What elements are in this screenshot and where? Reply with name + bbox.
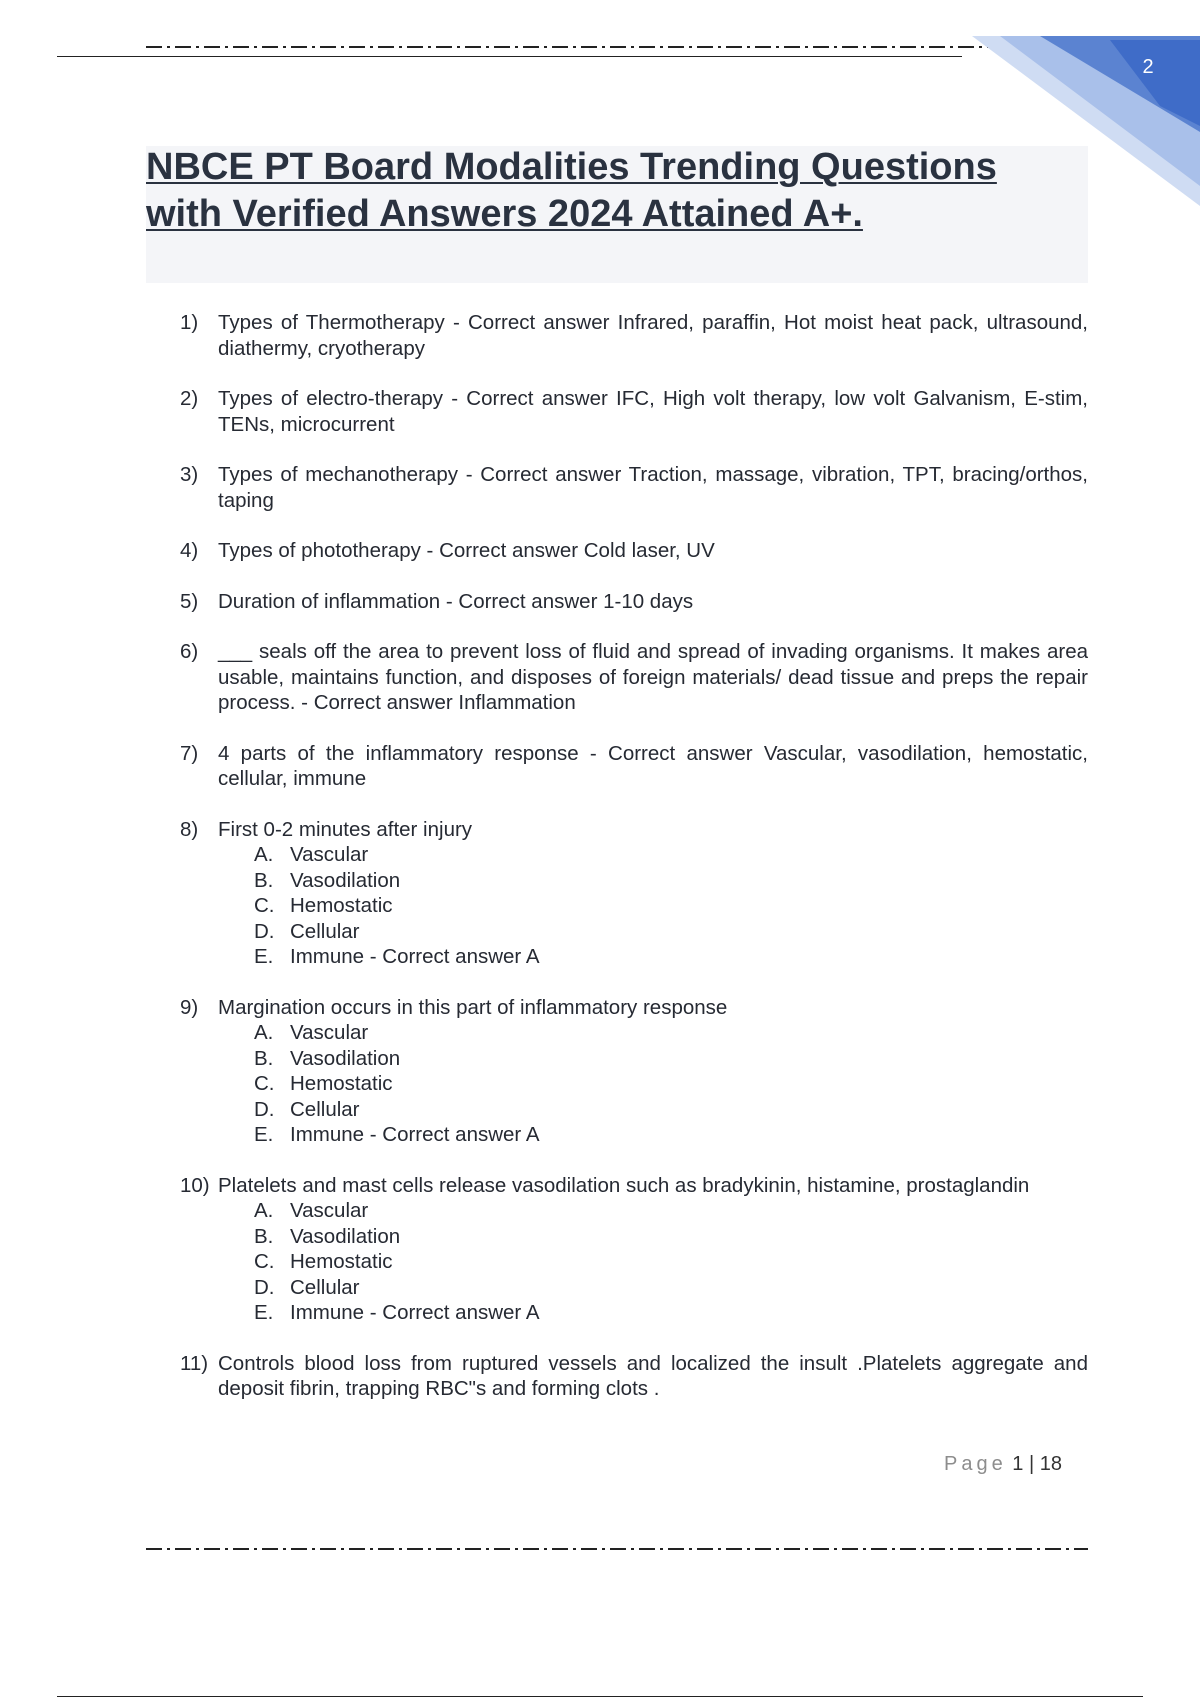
answer-options — [218, 1020, 1088, 1148]
option-text: Immune - Correct answer A — [290, 1123, 540, 1146]
page-footer — [944, 1453, 1062, 1476]
answer-option — [254, 1224, 1088, 1250]
total-pages: 18 — [1039, 1453, 1062, 1475]
option-letter: D. — [254, 1275, 275, 1299]
question-text: Types of electro-therapy - Correct answer IFC, High volt therapy, low volt Galvanism, E-stim, TENs, microcurrent — [218, 387, 1088, 436]
page-label: Page — [944, 1453, 1007, 1475]
option-text: Immune - Correct answer A — [290, 1301, 540, 1324]
question-item — [180, 817, 1088, 970]
question-item — [180, 386, 1088, 437]
document-title — [146, 144, 1088, 238]
option-text: Cellular — [290, 1275, 360, 1299]
question-text: Types of mechanotherapy - Correct answer Traction, massage, vibration, TPT, bracing/orthos, taping — [218, 463, 1088, 512]
question-number: 10) — [180, 1173, 210, 1197]
question-item — [180, 310, 1088, 361]
answer-option — [254, 1122, 1088, 1148]
question-item — [180, 741, 1088, 792]
option-text: Hemostatic — [290, 1072, 393, 1095]
question-text: Platelets and mast cells release vasodilation such as bradykinin, histamine, prostaglandin — [218, 1173, 1030, 1197]
option-letter: C. — [254, 894, 275, 917]
page-separator: | — [1028, 1453, 1035, 1475]
answer-option — [254, 893, 1088, 919]
question-number: 2) — [180, 387, 199, 410]
question-text: 4 parts of the inflammatory response - Correct answer Vascular, vasodilation, hemostatic, cellular, immune — [218, 741, 1088, 790]
question-item — [180, 1351, 1088, 1402]
current-page: 1 — [1012, 1453, 1024, 1475]
option-letter: E. — [254, 1123, 274, 1146]
header-rule — [57, 56, 962, 57]
question-item — [180, 995, 1088, 1148]
answer-options — [218, 842, 1088, 970]
answer-option — [254, 1275, 1088, 1301]
question-text: Types of Thermotherapy - Correct answer Infrared, paraffin, Hot moist heat pack, ultrasound, diathermy, cryotherapy — [218, 311, 1088, 360]
title-line-1: NBCE PT Board Modalities Trending Questions — [146, 146, 997, 188]
option-text: Vascular — [290, 843, 369, 866]
question-item — [180, 589, 1088, 615]
question-text: First 0-2 minutes after injury — [218, 817, 473, 841]
answer-option — [254, 919, 1088, 945]
question-text: ___ seals off the area to prevent loss of fluid and spread of invading organisms. It makes area usable, maintains function, and disposes of foreign materials/ dead tissue and preps the repair process. - Correct answer Inflammation — [218, 640, 1088, 714]
option-text: Vasodilation — [290, 1046, 401, 1070]
answer-option — [254, 868, 1088, 894]
option-text: Cellular — [290, 1097, 360, 1121]
option-text: Hemostatic — [290, 1250, 393, 1273]
question-number: 6) — [180, 640, 199, 663]
question-number: 7) — [180, 741, 199, 765]
option-text: Cellular — [290, 919, 360, 943]
option-text: Vascular — [290, 1021, 369, 1044]
page-number-badge: 2 — [1142, 56, 1154, 78]
option-text: Vasodilation — [290, 868, 401, 892]
question-number: 11) — [180, 1351, 209, 1375]
answer-option — [254, 1071, 1088, 1097]
option-letter: D. — [254, 919, 275, 943]
option-letter: E. — [254, 945, 274, 968]
option-text: Vasodilation — [290, 1224, 401, 1248]
answer-option — [254, 1097, 1088, 1123]
answer-option — [254, 1198, 1088, 1224]
header-dash-line — [146, 46, 1090, 48]
question-number: 3) — [180, 463, 199, 486]
option-letter: A. — [254, 843, 274, 866]
option-text: Hemostatic — [290, 894, 393, 917]
question-item — [180, 639, 1088, 716]
answer-option — [254, 842, 1088, 868]
question-text: Duration of inflammation - Correct answer 1-10 days — [218, 589, 694, 613]
answer-options — [218, 1198, 1088, 1326]
question-text: Types of phototherapy - Correct answer Cold laser, UV — [218, 539, 715, 562]
option-letter: C. — [254, 1250, 275, 1273]
question-number: 1) — [180, 311, 199, 334]
option-letter: B. — [254, 868, 274, 892]
option-text: Vascular — [290, 1199, 369, 1222]
answer-option — [254, 1046, 1088, 1072]
bottom-rule — [57, 1696, 1143, 1697]
question-item — [180, 1173, 1088, 1326]
option-letter: E. — [254, 1301, 274, 1324]
option-letter: A. — [254, 1021, 274, 1044]
question-item — [180, 538, 1088, 564]
question-number: 5) — [180, 589, 199, 613]
question-number: 4) — [180, 539, 199, 562]
option-letter: D. — [254, 1097, 275, 1121]
question-list — [180, 310, 1088, 1427]
answer-option — [254, 1249, 1088, 1275]
answer-option — [254, 1300, 1088, 1326]
footer-dash-line — [146, 1548, 1088, 1550]
answer-option — [254, 944, 1088, 970]
answer-option — [254, 1020, 1088, 1046]
question-item — [180, 462, 1088, 513]
option-letter: C. — [254, 1072, 275, 1095]
question-text: Controls blood loss from ruptured vessels and localized the insult .Platelets aggregate and deposit fibrin, trapping RBC"s and forming clots . — [218, 1351, 1088, 1400]
option-text: Immune - Correct answer A — [290, 945, 540, 968]
title-line-2: with Verified Answers 2024 Attained A+. — [146, 193, 863, 235]
question-number: 9) — [180, 995, 199, 1019]
option-letter: A. — [254, 1199, 274, 1222]
question-text: Margination occurs in this part of inflammatory response — [218, 995, 728, 1019]
option-letter: B. — [254, 1046, 274, 1070]
option-letter: B. — [254, 1224, 274, 1248]
question-number: 8) — [180, 817, 199, 841]
